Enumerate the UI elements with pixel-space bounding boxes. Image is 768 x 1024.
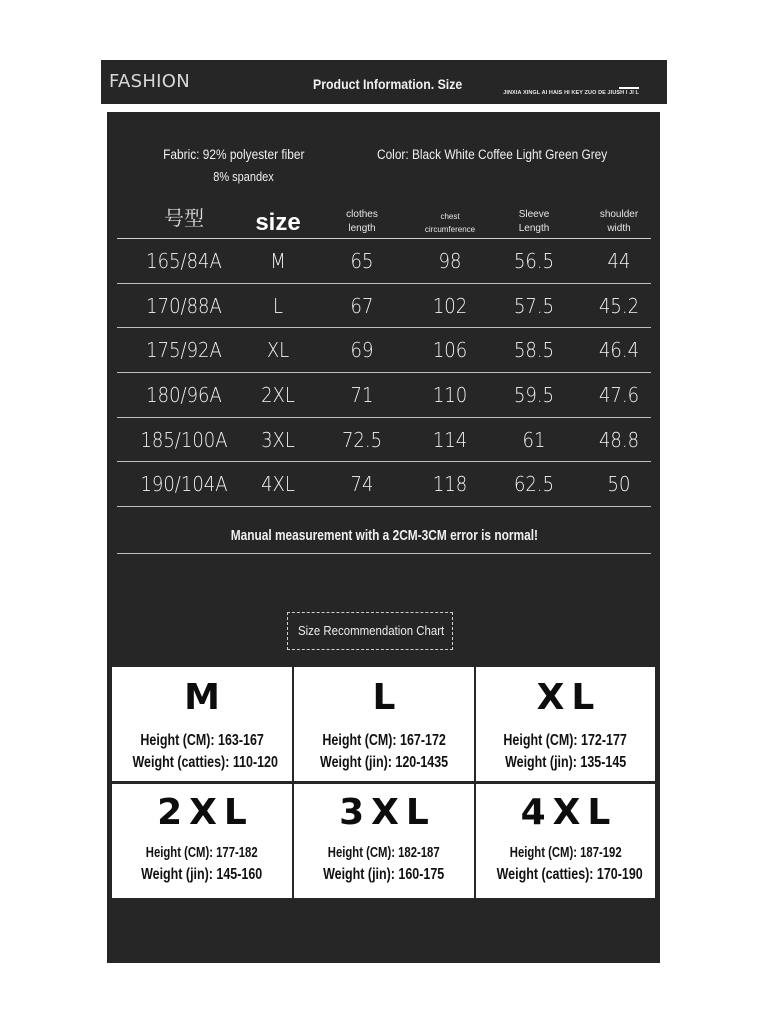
page-title: Product Information. Size <box>313 76 463 92</box>
size-label: 2XL <box>157 792 254 833</box>
product-info-panel <box>107 112 660 963</box>
cell-length: 74 <box>350 472 374 497</box>
cell-shoulder: 44 <box>607 248 631 273</box>
height-range: Height (CM): 177-182 <box>146 845 258 861</box>
brand-label: FASHION <box>109 71 191 92</box>
height-range: Height (CM): 187-192 <box>509 845 622 861</box>
fabric-info <box>159 144 309 188</box>
cell-model: 170/88A <box>146 293 222 318</box>
recommendation-cell-3xl <box>294 784 474 898</box>
button-label: Size Recommendation Chart <box>297 623 445 638</box>
cell-shoulder: 50 <box>607 472 631 497</box>
weight-range: Weight (catties): 170-190 <box>496 866 643 883</box>
height-range: Height (CM): 182-187 <box>328 845 440 861</box>
measurement-note <box>117 512 651 554</box>
cell-model: 165/84A <box>146 248 222 273</box>
weight-range: Weight (catties): 110-120 <box>132 754 278 771</box>
table-row <box>117 328 651 373</box>
cell-chest: 118 <box>432 472 468 497</box>
cell-chest: 102 <box>432 293 468 318</box>
header-subtitle: JINXIA XINGL AI HAIS HI KEY ZUO DE JIUSH I JI L <box>503 90 639 96</box>
header-text: circumference <box>424 225 476 234</box>
cell-model: 185/100A <box>140 427 228 452</box>
header-text: width <box>607 223 631 234</box>
header-text: length <box>348 223 376 234</box>
cell-sleeve: 59.5 <box>513 382 555 407</box>
size-label: M <box>184 677 227 718</box>
header-model: 号型 <box>164 206 204 230</box>
cell-length: 67 <box>350 293 374 318</box>
cell-chest: 110 <box>432 382 468 407</box>
recommendation-cell-l <box>294 667 474 781</box>
recommendation-cell-xl <box>476 667 655 781</box>
weight-range: Weight (jin): 160-175 <box>323 866 445 883</box>
recommendation-cell-4xl <box>476 784 655 898</box>
table-row <box>117 418 651 463</box>
cell-shoulder: 48.8 <box>598 427 640 452</box>
cell-length: 72.5 <box>341 427 383 452</box>
header-clothes-length <box>305 208 419 236</box>
cell-shoulder: 47.6 <box>598 382 640 407</box>
size-recommendation-grid <box>112 667 655 898</box>
size-recommendation-chart-button[interactable] <box>287 612 453 650</box>
header-text: Sleeve <box>518 209 550 220</box>
fabric-line-2: 8% spandex <box>213 170 274 184</box>
height-range: Height (CM): 163-167 <box>140 732 264 749</box>
cell-length: 71 <box>350 382 374 407</box>
height-range: Height (CM): 167-172 <box>322 732 446 749</box>
header-text: shoulder <box>599 209 639 220</box>
table-row <box>117 239 651 284</box>
decorative-dash-icon <box>619 87 639 89</box>
fabric-line-1: Fabric: 92% polyester fiber <box>163 147 305 162</box>
weight-range: Weight (jin): 120-1435 <box>319 754 449 771</box>
height-range: Height (CM): 172-177 <box>503 732 628 749</box>
header-chest-circumference <box>419 210 481 236</box>
header-size: size <box>255 209 301 236</box>
cell-size: XL <box>266 338 290 363</box>
header-text: clothes <box>346 209 378 220</box>
weight-range: Weight (jin): 145-160 <box>141 866 263 883</box>
cell-chest: 106 <box>432 338 468 363</box>
weight-range: Weight (jin): 135-145 <box>504 754 627 771</box>
cell-shoulder: 46.4 <box>598 338 640 363</box>
size-label: 3XL <box>339 792 436 833</box>
recommendation-cell-2xl <box>112 784 292 898</box>
cell-size: L <box>272 293 284 318</box>
header-shoulder-width <box>587 208 651 236</box>
size-label: XL <box>536 677 602 718</box>
cell-sleeve: 56.5 <box>513 248 555 273</box>
cell-sleeve: 58.5 <box>513 338 555 363</box>
cell-size: M <box>270 248 286 273</box>
cell-size: 3XL <box>261 427 295 452</box>
cell-shoulder: 45.2 <box>598 293 640 318</box>
cell-sleeve: 62.5 <box>513 472 555 497</box>
cell-sleeve: 61 <box>522 427 546 452</box>
size-table <box>117 204 651 507</box>
cell-sleeve: 57.5 <box>513 293 555 318</box>
table-row <box>117 462 651 507</box>
recommendation-cell-m <box>112 667 292 781</box>
table-header <box>117 204 651 239</box>
cell-model: 180/96A <box>146 382 222 407</box>
cell-chest: 98 <box>438 248 462 273</box>
cell-model: 190/104A <box>140 472 228 497</box>
cell-size: 2XL <box>261 382 295 407</box>
cell-model: 175/92A <box>146 338 222 363</box>
cell-chest: 114 <box>432 427 468 452</box>
header-banner <box>101 60 667 104</box>
cell-size: 4XL <box>261 472 295 497</box>
size-label: 4XL <box>520 792 618 833</box>
table-row <box>117 373 651 418</box>
cell-length: 65 <box>350 248 374 273</box>
header-sleeve-length <box>481 208 587 236</box>
table-row <box>117 284 651 329</box>
header-text: chest <box>440 212 460 221</box>
color-info: Color: Black White Coffee Light Green Grey <box>377 147 608 162</box>
size-label: L <box>372 677 403 718</box>
header-text: Length <box>518 223 550 234</box>
measurement-note-text: Manual measurement with a 2CM-3CM error is normal! <box>230 528 538 544</box>
cell-length: 69 <box>350 338 374 363</box>
